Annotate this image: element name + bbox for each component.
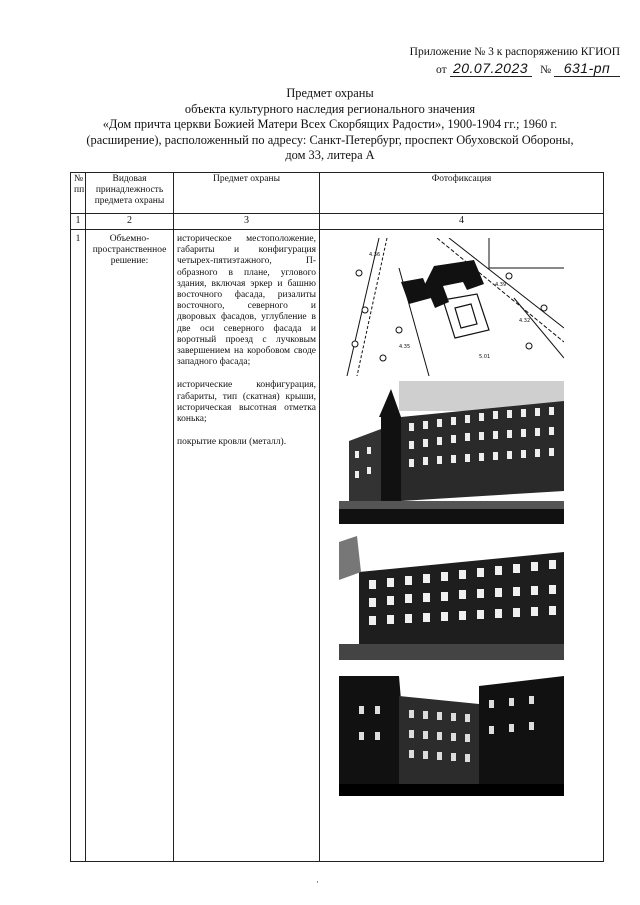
header-photo: Фотофиксация <box>320 173 604 214</box>
svg-text:4.32: 4.32 <box>519 318 531 324</box>
subject-item: историческое местоположение, габариты и конфигурация четырех-пятиэтажного, П-образного в плане, углового здания, включая эркер и башню восточного фасада, ризалиты восточного, северного и дворовых фасадов, углубление в две оси северного фасада и воротный проезд с лучковым завершением на коробовом своде западного фасада; <box>177 234 316 368</box>
building-photo-courtyard <box>339 676 564 796</box>
building-photo-facade <box>339 532 564 660</box>
column-number: 2 <box>86 214 174 230</box>
title-line-4: (расширение), расположенный по адресу: Санкт-Петербург, проспект Обуховской Обороны, <box>86 132 574 147</box>
title-line-5: дом 33, литера А <box>285 148 375 162</box>
decree-date: 20.07.2023 <box>450 60 532 77</box>
header-subject: Предмет охраны <box>174 173 320 214</box>
svg-text:4.36: 4.36 <box>369 252 381 258</box>
svg-text:5.01: 5.01 <box>479 354 491 360</box>
photo-cell <box>320 230 604 862</box>
column-number: 1 <box>71 214 86 230</box>
title-heading: Предмет охраны <box>286 86 374 100</box>
protection-subject-table <box>70 172 604 862</box>
subject-item: исторические конфигурация, габариты, тип (скатная) крыши, историческая высотная отметка конька; <box>177 380 316 425</box>
site-plan-image <box>339 238 564 376</box>
title-line-3: «Дом причта церкви Божией Матери Всех Скорбящих Радости», 1900-1904 гг.; 1960 г. <box>102 117 558 131</box>
header-num: № пп <box>71 173 86 214</box>
table-header-row <box>71 173 604 214</box>
date-prefix: от <box>436 64 447 76</box>
document-title <box>60 86 600 164</box>
column-number: 3 <box>174 214 320 230</box>
header-type: Видовая принадлежность предмета охраны <box>86 173 174 214</box>
row-number: 1 <box>71 230 86 862</box>
appendix-header <box>330 44 620 78</box>
row-subject <box>174 230 320 862</box>
column-number: 4 <box>320 214 604 230</box>
svg-text:4.35: 4.35 <box>399 344 411 350</box>
building-photo-corner <box>339 381 564 524</box>
column-number-row <box>71 214 604 230</box>
title-line-2: объекта культурного наследия регионального значения <box>184 101 476 116</box>
row-type: Объемно-пространственное решение: <box>86 230 174 862</box>
decree-number: 631-рп <box>554 60 620 77</box>
table-row <box>71 230 604 862</box>
appendix-line: Приложение № 3 к распоряжению КГИОП <box>409 46 620 58</box>
svg-text:4.39: 4.39 <box>495 282 507 288</box>
decree-date-number <box>330 60 620 78</box>
page-mark: · <box>316 877 319 887</box>
number-prefix: № <box>540 64 552 76</box>
subject-item: покрытие кровли (металл). <box>177 437 287 448</box>
